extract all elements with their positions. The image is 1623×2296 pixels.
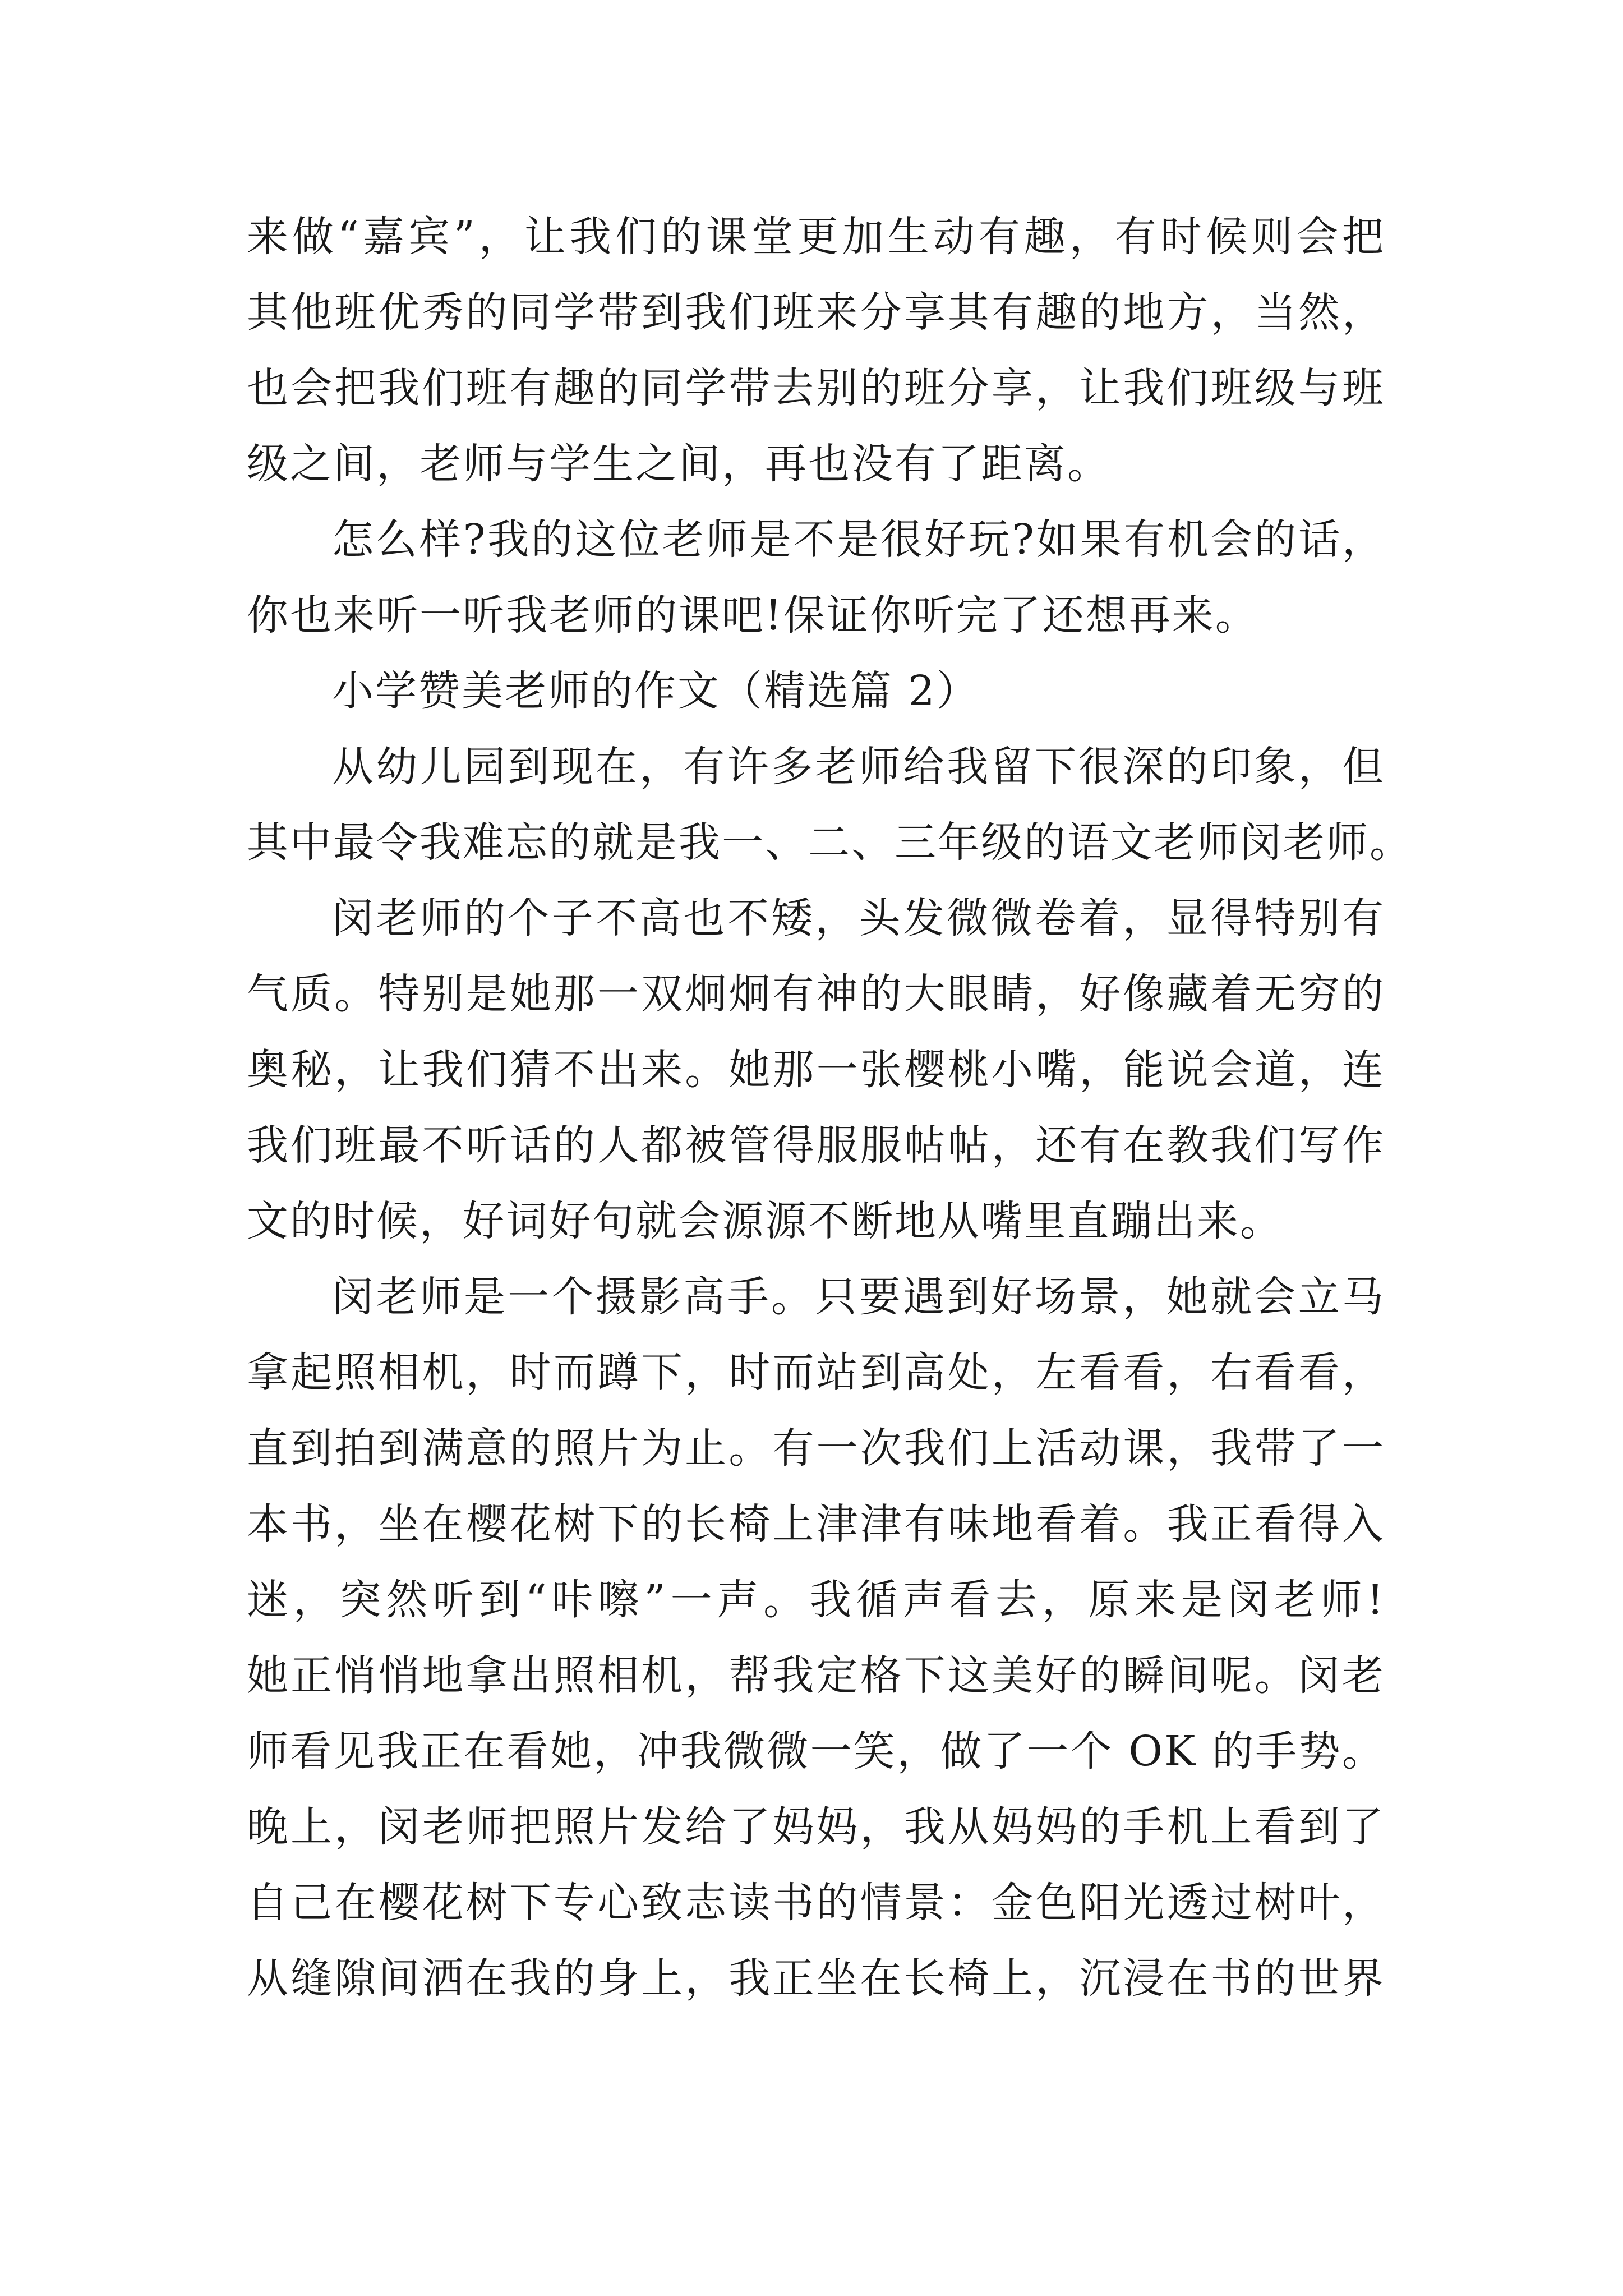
text-line: 气质。特别是她那一双炯炯有神的大眼睛，好像藏着无穷的 [247,970,1385,1018]
text-line: 直到拍到满意的照片为止。有一次我们上活动课，我带了一 [247,1424,1385,1473]
text-line: 本书，坐在樱花树下的长椅上津津有味地看着。我正看得入 [247,1500,1385,1548]
text-line: 从幼儿园到现在，有许多老师给我留下很深的印象，但 [332,743,1385,791]
text-line: 闵老师是一个摄影高手。只要遇到好场景，她就会立马 [332,1273,1385,1321]
text-line: 拿起照相机，时而蹲下，时而站到高处，左看看，右看看， [247,1349,1385,1397]
text-line: 怎么样?我的这位老师是不是很好玩?如果有机会的话， [332,516,1385,564]
text-line: 自己在樱花树下专心致志读书的情景：金色阳光透过树叶， [247,1879,1385,1927]
text-line: 级之间，老师与学生之间，再也没有了距离。 [247,440,1110,488]
text-line: 迷，突然听到“咔嚓”一声。我循声看去，原来是闵老师! [247,1576,1385,1624]
text-line: 师看见我正在看她，冲我微微一笑，做了一个 OK 的手势。 [247,1727,1385,1775]
text-line: 我们班最不听话的人都被管得服服帖帖，还有在教我们写作 [247,1121,1385,1170]
text-line: 闵老师的个子不高也不矮，头发微微卷着，显得特别有 [332,894,1385,942]
text-line: 其中最令我难忘的就是我一、二、三年级的语文老师闵老师。 [247,818,1413,867]
section-heading: 小学赞美老师的作文（精选篇 2） [332,667,980,715]
text-line: 文的时候，好词好句就会源源不断地从嘴里直蹦出来。 [247,1197,1283,1245]
essay-body [247,199,1413,2017]
text-line: 其他班优秀的同学带到我们班来分享其有趣的地方，当然， [247,288,1385,337]
text-line: 从缝隙间洒在我的身上，我正坐在长椅上，沉浸在书的世界 [247,1954,1385,2003]
text-line: 你也来听一听我老师的课吧!保证你听完了还想再来。 [247,591,1258,639]
text-line: 来做“嘉宾”，让我们的课堂更加生动有趣，有时候则会把 [247,213,1385,261]
text-line: 晚上，闵老师把照片发给了妈妈，我从妈妈的手机上看到了 [247,1803,1385,1851]
text-line: 也会把我们班有趣的同学带去别的班分享，让我们班级与班 [247,364,1385,412]
text-line: 奥秘，让我们猜不出来。她那一张樱桃小嘴，能说会道，连 [247,1046,1385,1094]
text-line: 她正悄悄地拿出照相机，帮我定格下这美好的瞬间呢。闵老 [247,1651,1385,1700]
